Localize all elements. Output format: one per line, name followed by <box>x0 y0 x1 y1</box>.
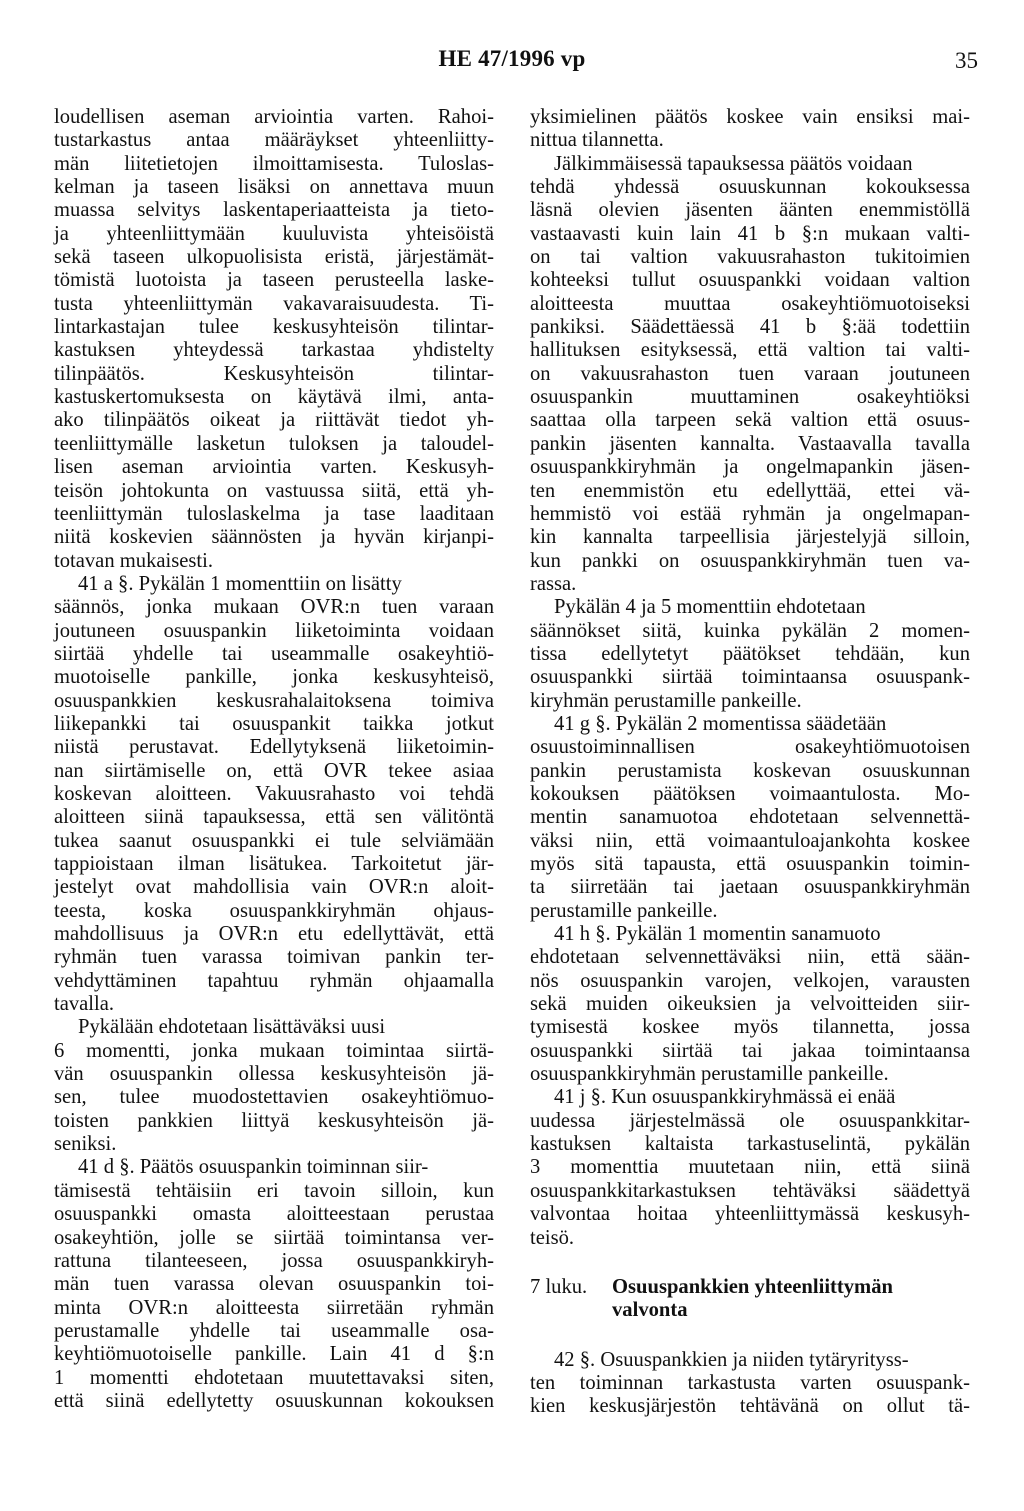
left-column-line: tömistä luotoista ja taseen perusteella laske- <box>54 269 494 292</box>
right-column-line: 41 g §. Pykälän 2 momentissa säädetään <box>554 712 887 735</box>
left-column-line: muassa selvitys laskentaperiaatteista ja tieto- <box>54 199 494 222</box>
left-column-line: kastuskertomuksesta on käytävä ilmi, anta- <box>54 386 494 409</box>
left-column-line: muotoiselle pankille, jonka keskusyhteisö, <box>54 666 494 689</box>
right-column-line: väksi niin, että voimaantuloajankohta koskee <box>530 829 970 852</box>
right-column-line: tymisestä koskee myös tilannetta, jossa <box>530 1016 970 1039</box>
right-column-line: kohteeksi tullut osuuspankki voidaan valtion <box>530 269 970 292</box>
right-column-line: on tai valtion vakuusrahaston tukitoimien <box>530 246 970 269</box>
left-column-line: osuuspankki omasta aloitteestaan perustaa <box>54 1203 494 1226</box>
left-column-line: 6 momentti, jonka mukaan toimintaa siirtä- <box>54 1039 494 1062</box>
right-column-line: Jälkimmäisessä tapauksessa päätös voidaan <box>554 152 913 175</box>
left-column-line: 1 momentti ehdotetaan muutettavaksi siten, <box>54 1366 494 1389</box>
left-column-line: lisen aseman arviointia varten. Keskusyh- <box>54 456 494 479</box>
left-column-line: liikepankki tai osuuspankit taikka jotkut <box>54 712 494 735</box>
right-column-line: yksimielinen päätös koskee vain ensiksi mai- <box>530 106 970 128</box>
left-column-line: siirtää yhdelle tai useammalle osakeyhtiö- <box>54 642 494 665</box>
chapter-label: 7 luku. <box>530 1275 588 1298</box>
right-column-line: tehdä yhdessä osuuskunnan kokouksessa <box>530 176 970 199</box>
left-column-line: ryhmän tuen varassa toimivan pankin ter- <box>54 946 494 969</box>
right-column-line: ten enemmistön etu edellyttää, ettei vä- <box>530 479 970 502</box>
left-column-line: tilinpäätös. Keskusyhteisön tilintar- <box>54 362 494 385</box>
left-column-line: että siinä edellytetty osuuskunnan kokouksen <box>54 1389 494 1412</box>
right-column-line: sekä muiden oikeuksien ja velvoitteiden siir- <box>530 993 970 1016</box>
right-column-line: pankin jäsenten kannalta. Vastaavalla tavalla <box>530 432 970 455</box>
right-column-line: uudessa järjestelmässä ole osuuspankkitar- <box>530 1109 970 1132</box>
section-42-line: kien keskusjärjestön tehtävänä on ollut tä- <box>530 1395 970 1418</box>
left-column-line: 41 d §. Päätös osuuspankin toiminnan siir- <box>78 1156 429 1179</box>
right-column-line: on vakuusrahaston tuen varaan joutuneen <box>530 362 970 385</box>
left-column-line: män liitetietojen ilmoittamisesta. Tuloslas- <box>54 152 494 175</box>
left-column-line: koskevan aloitteen. Vakuusrahasto voi tehdä <box>54 782 494 805</box>
section-42-line: ten toiminnan tarkastusta varten osuuspank- <box>530 1371 970 1394</box>
page-number: 35 <box>955 48 978 73</box>
left-column-line: niistä perustavat. Edellytyksenä liiketoimin- <box>54 736 494 759</box>
left-column-line: teenliittymän tuloslaskelma ja tase laaditaan <box>54 502 494 525</box>
left-column-line: teisön johtokunta on vastuussa siitä, että yh- <box>54 479 494 502</box>
right-column-line: pankin perustamista koskevan osuuskunnan <box>530 759 970 782</box>
right-column-line: osuustoiminnallisen osakeyhtiömuotoisen <box>530 736 970 759</box>
section-spacing <box>530 1250 970 1276</box>
left-column-line: mahdollisuus ja OVR:n etu edellyttävät, että <box>54 923 494 946</box>
left-column-line: osuuspankkien keskusrahalaitoksena toimiva <box>54 689 494 712</box>
left-column-line: loudellisen aseman arviointia varten. Rahoi- <box>54 106 494 128</box>
right-column-line: osuuspankkitarkastuksen tehtäväksi säädettyä <box>530 1179 970 1202</box>
right-column-line: perustamille pankeille. <box>530 899 718 922</box>
right-column-line: teisö. <box>530 1226 575 1249</box>
left-column-line: minta OVR:n aloitteesta siirretään ryhmän <box>54 1296 494 1319</box>
left-column-line: tappioistaan ilman lisätukea. Tarkoitetut jär- <box>54 853 494 875</box>
left-column-line: säännös, jonka mukaan OVR:n tuen varaan <box>54 596 494 619</box>
left-column-line: sen, tulee muodostettavien osakeyhtiömuo- <box>54 1086 494 1109</box>
left-column-line: vehdyttäminen tapahtuu ryhmän ohjaamalla <box>54 969 494 992</box>
right-column-line: mentin sanamuotoa ehdotetaan selvennettä- <box>530 806 970 829</box>
left-column-line: tusta yhteenliittymän vakavaraisuudesta. Ti- <box>54 292 494 315</box>
section-42-text <box>530 1349 970 1419</box>
right-column-line: Pykälän 4 ja 5 momenttiin ehdotetaan <box>554 596 866 619</box>
right-column-line: ehdotetaan selvennettäväksi niin, että sään- <box>530 946 970 969</box>
document-header-title: HE 47/1996 vp <box>438 46 586 71</box>
left-column-line: osakeyhtiön, jolle se siirtää toimintansa ver- <box>54 1226 494 1249</box>
right-column-line: kastuksen kaltaista tarkastuselintä, pykälän <box>530 1133 970 1156</box>
left-column-line: tämisestä tehtäisiin eri tavoin silloin, kun <box>54 1179 494 1202</box>
left-column-line: totavan mukaisesti. <box>54 549 213 572</box>
chapter-title: Osuuspankkien yhteenliittymän valvonta <box>612 1275 893 1322</box>
right-column-line: ta siirretään tai jaetaan osuuspankkiryhmän <box>530 876 970 899</box>
right-column-line: 41 j §. Kun osuuspankkiryhmässä ei enää <box>554 1086 896 1109</box>
left-column-line: seniksi. <box>54 1133 117 1156</box>
right-column-line: kun pankki on osuuspankkiryhmän tuen va- <box>530 549 970 572</box>
left-column-line: joutuneen osuuspankin liiketoiminta voidaan <box>54 619 494 642</box>
left-column-line: 41 a §. Pykälän 1 momenttiin on lisätty <box>78 572 402 595</box>
right-column-line: läsnä olevien jäsenten äänten enemmistöllä <box>530 199 970 222</box>
right-column-line: pankiksi. Säädettäessä 41 b §:ää todettiin <box>530 316 970 339</box>
right-column-line: hallituksen esityksessä, että valtion tai valti- <box>530 339 970 362</box>
left-column-line: keyhtiömuotoiselle pankille. Lain 41 d §:n <box>54 1343 494 1366</box>
right-column-line: nittua tilannetta. <box>530 129 664 152</box>
right-column-line: osuuspankkiryhmän perustamille pankeille. <box>530 1063 889 1086</box>
right-column-line: kiryhmän perustamille pankeille. <box>530 689 802 712</box>
right-column-line: aloitteesta muuttaa osakeyhtiömuotoiseksi <box>530 292 970 315</box>
left-column-line: ja yhteenliittymään kuuluvista yhteisöistä <box>54 222 494 245</box>
right-column-line: tissa edellytetyt päätökset tehdään, kun <box>530 642 970 665</box>
left-column-line: aloitteen siinä tapauksessa, että sen välitöntä <box>54 806 494 829</box>
left-column-line: jestelyt ovat mahdollisia vain OVR:n aloit- <box>54 876 494 899</box>
right-column-line: nös osuuspankin varojen, velkojen, varausten <box>530 969 970 992</box>
right-column-line: osuuspankki siirtää tai jakaa toimintaansa <box>530 1039 970 1062</box>
left-column-line: perustamalle yhdelle tai useammalle osa- <box>54 1319 494 1342</box>
left-column-line: teenliittymälle lasketun tuloksen ja taloudel- <box>54 432 494 455</box>
left-column-line: sekä taseen ulkopuolisista eristä, järjestämät- <box>54 246 494 269</box>
right-column-body <box>530 106 970 1250</box>
right-column-line: kin kannalta tarpeellisia järjestelyjä silloin, <box>530 526 970 549</box>
left-column-line: tukea saanut osuuspankki ei tule selviämään <box>54 829 494 852</box>
left-column-line: kastuksen yhteydessä tarkastaa yhdistelty <box>54 339 494 362</box>
left-column-line: tustarkastus antaa määräykset yhteenliitty- <box>54 129 494 152</box>
right-column-line: säännökset siitä, kuinka pykälän 2 momen- <box>530 619 970 642</box>
left-text-column <box>54 106 494 1413</box>
right-column-line: vastaavasti kuin lain 41 b §:n mukaan valti- <box>530 222 970 245</box>
left-column-line: kelman ja taseen lisäksi on annettava muun <box>54 176 494 199</box>
right-column-line: valvontaa hoitaa yhteenliittymässä keskusyh- <box>530 1203 970 1226</box>
left-column-line: toisten pankkien liittyä keskusyhteisön jä- <box>54 1109 494 1132</box>
right-column-line: hemmistö voi estää ryhmän ja ongelmapan- <box>530 502 970 525</box>
left-column-line: nan siirtämiselle on, että OVR tekee asiaa <box>54 759 494 782</box>
left-column-line: vän osuuspankin ollessa keskusyhteisön jä- <box>54 1063 494 1086</box>
right-column-line: osuuspankkiryhmän ja ongelmapankin jäsen- <box>530 456 970 479</box>
left-column-line: män tuen varassa olevan osuuspankin toi- <box>54 1273 494 1296</box>
right-column-line: kokouksen päätöksen voimaantulosta. Mo- <box>530 782 970 805</box>
right-column-line: osuuspankin muuttaminen osakeyhtiöksi <box>530 386 970 409</box>
right-text-column <box>530 106 970 1419</box>
left-column-line: teesta, koska osuuspankkiryhmän ohjaus- <box>54 899 494 922</box>
left-column-line: lintarkastajan tulee keskusyhteisön tilintar- <box>54 316 494 339</box>
right-column-line: rassa. <box>530 572 577 595</box>
left-column-line: rattuna tilanteeseen, jossa osuuspankkiryh- <box>54 1249 494 1272</box>
left-column-line: Pykälään ehdotetaan lisättäväksi uusi <box>78 1016 386 1039</box>
section-spacing <box>530 1323 970 1349</box>
left-column-line: niitä koskevien säännösten ja hyvän kirjanpi- <box>54 526 494 549</box>
chapter-heading <box>530 1276 970 1323</box>
right-column-line: 41 h §. Pykälän 1 momentin sanamuoto <box>554 923 881 946</box>
section-42-line: 42 §. Osuuspankkien ja niiden tytäryrityss- <box>554 1348 909 1371</box>
right-column-line: osuuspankki siirtää toimintaansa osuuspank- <box>530 666 970 689</box>
left-column-line: ako tilinpäätös oikeat ja riittävät tiedot yh- <box>54 409 494 432</box>
left-column-line: tavalla. <box>54 993 115 1016</box>
right-column-line: 3 momenttia muutetaan niin, että siinä <box>530 1156 970 1179</box>
right-column-line: myös sitä tapausta, että osuuspankin toimin- <box>530 853 970 875</box>
right-column-line: saattaa olla tarpeen sekä valtion että osuus- <box>530 409 970 432</box>
